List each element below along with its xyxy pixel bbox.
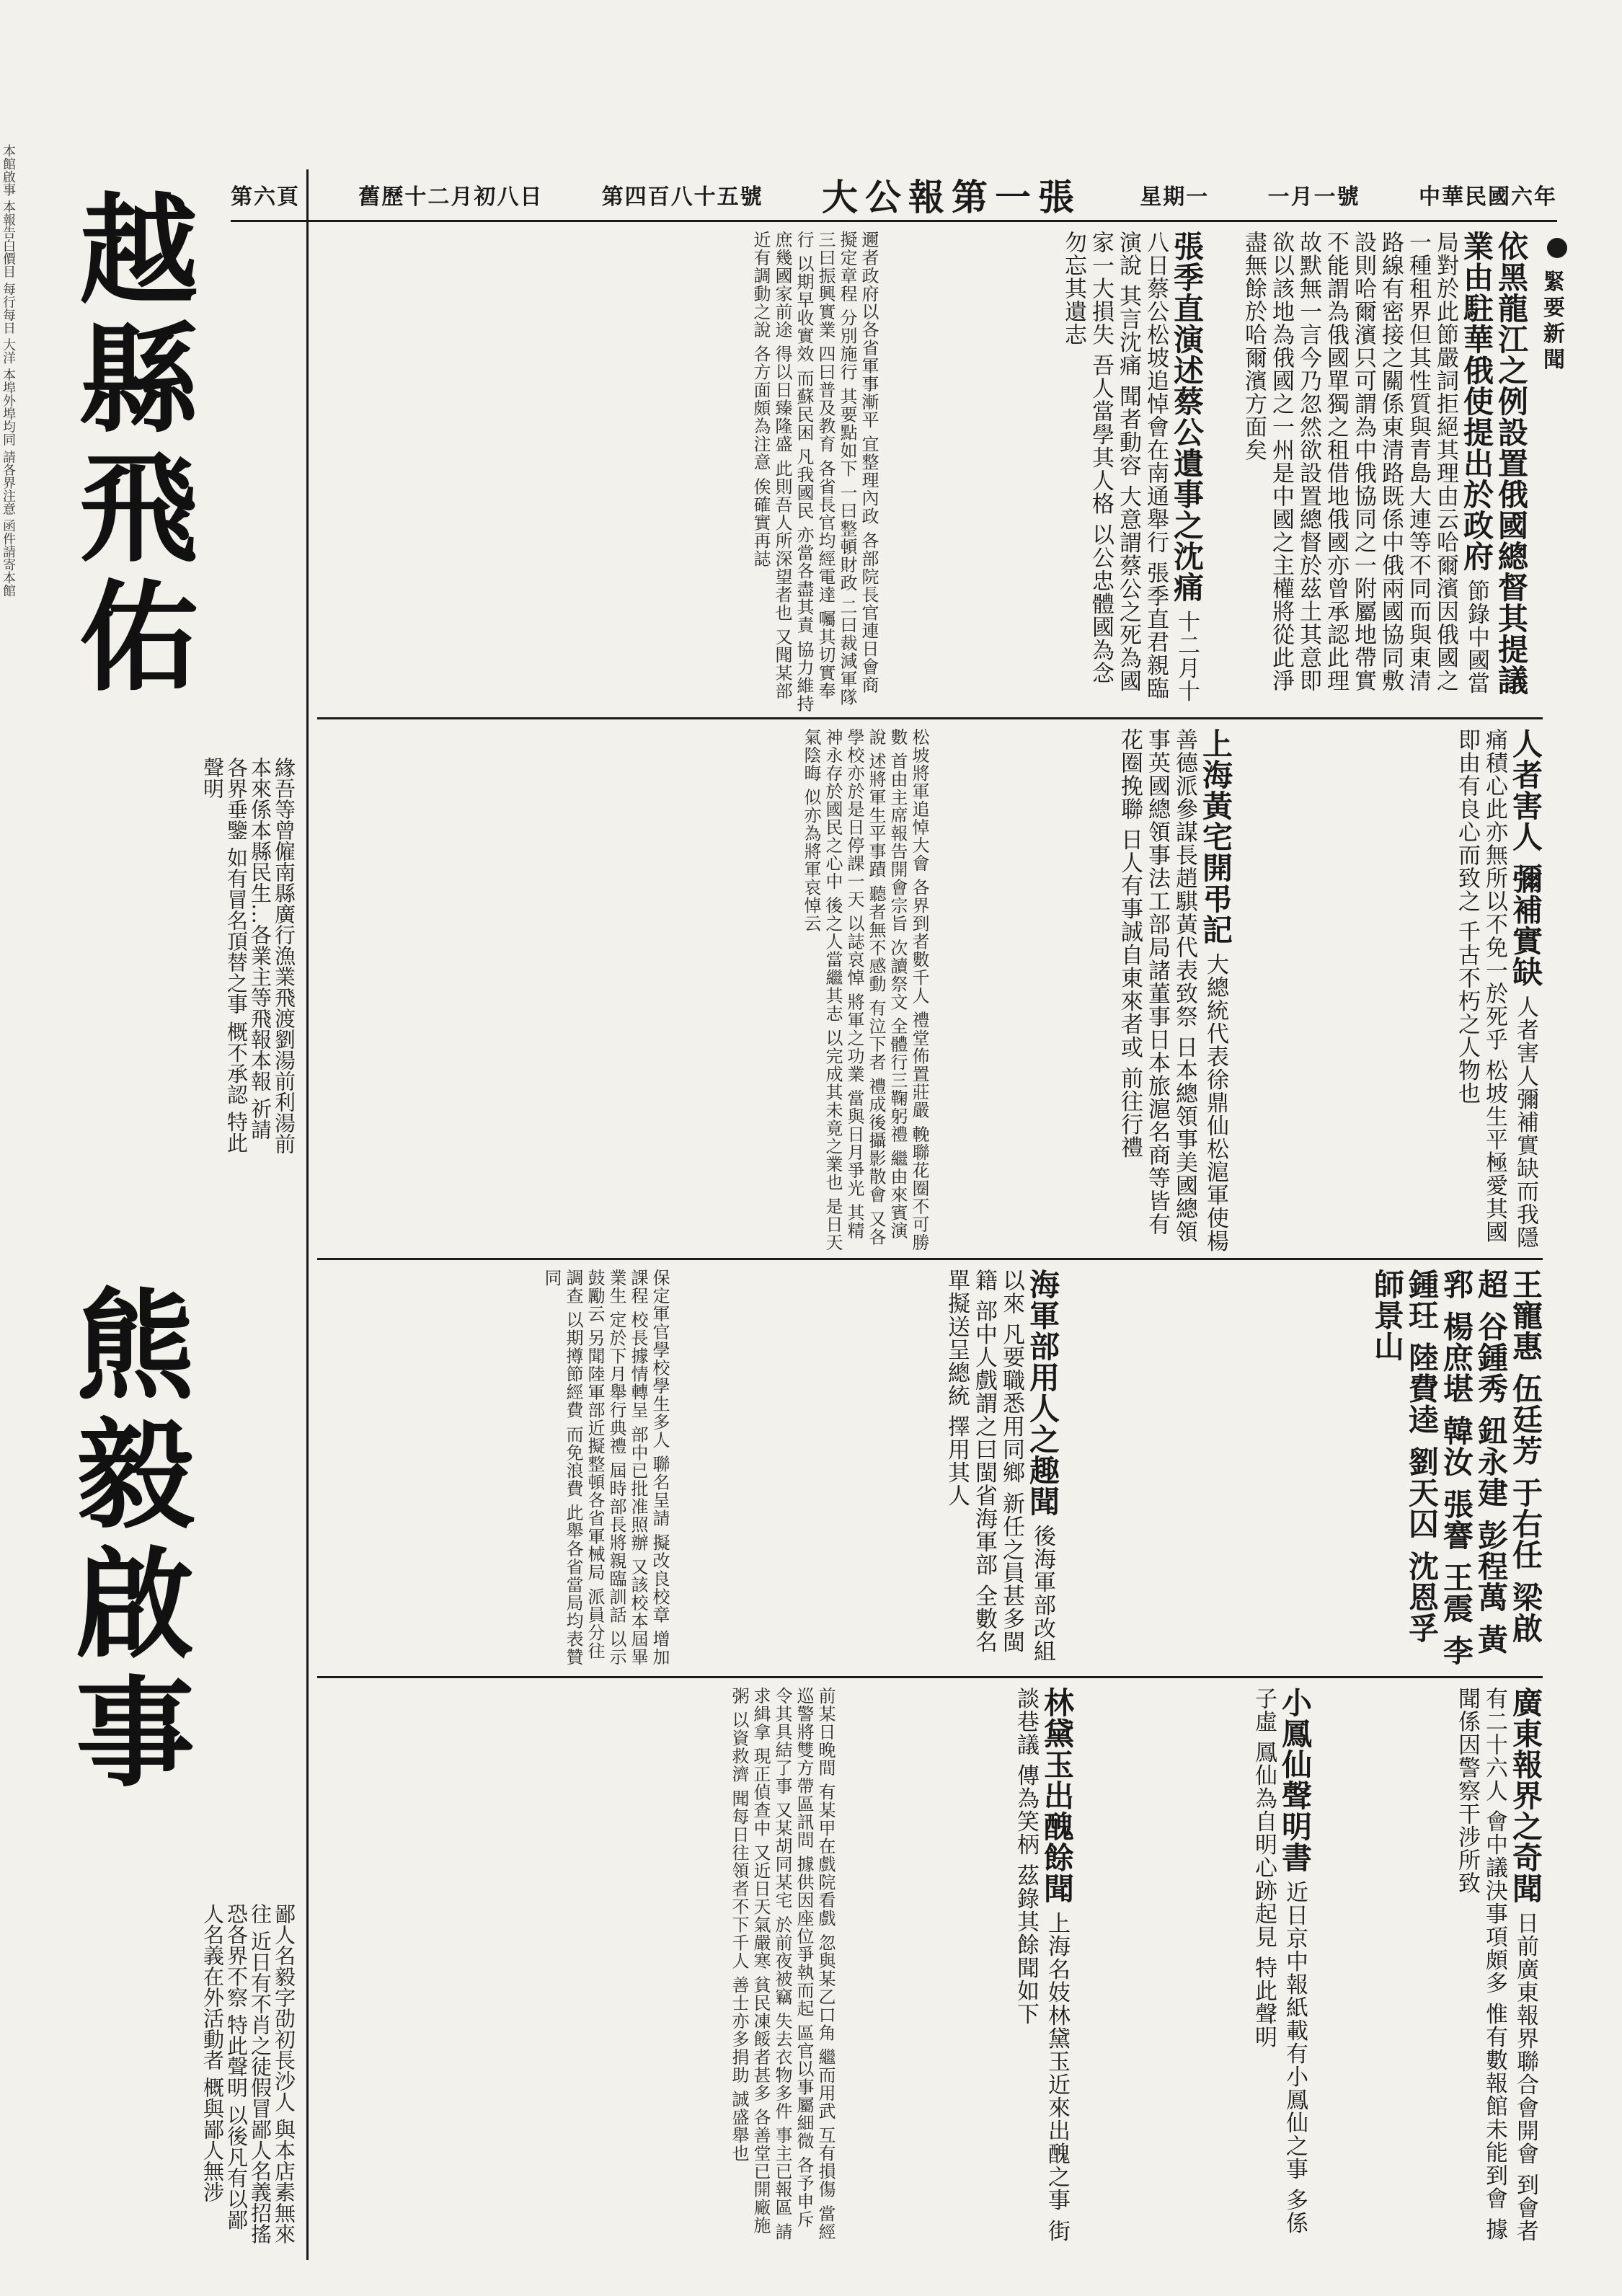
ad-body-yue: 緣吾等曾僱南縣廣行漁業飛渡劉湯前利湯前本來係本縣民生…各業主等飛報本報 祈請各界垂鑒 如有冒名頂替之事 概不承認 特此聲明 [200,757,296,1154]
divider [317,1676,1543,1678]
bullet-icon [1547,238,1567,258]
story-2-body: 十二月十八日蔡公松坡追悼會在南通舉行 張季直君親臨演說 其言沈痛 聞者動容 大意謂蔡公之死為國家一大損失 吾人當學其人格 以公忠體國為念 勿忘其遺志 [1060,231,1200,703]
story-6 [1319,1687,1543,2249]
date-month: 一月一號 [1267,185,1360,210]
date-year: 中華民國六年 [1418,185,1557,210]
weekday: 星期一 [1140,185,1210,210]
story-1-body: 節錄中國當局對於此節嚴詞拒絕其理由云哈爾濱因俄國之一種租界但其性質與青島大連等不同而與東清路線有密接之關係東清路既係中俄兩國協同敷設則哈爾濱只可謂為中俄協同之一附屬地帶實不能謂為俄國單獨之租借地俄國亦曾承認此理故默無一言今乃忽然欲設置總督於茲土其意即欲以該地為俄國之一州是中國之主權將從此淨盡無餘於哈爾濱方面矣 [1241,231,1489,695]
column-text-lower-left: 保定軍官學校學生多人 聯名呈請 擬改良校章 增加課程 校長據情轉呈 部中已批准照辦 又該校本屆畢業生 定於下月舉行典禮 屆時部長將親臨訓話 以示鼓勵云 另聞陸軍部近擬整頓各省軍械局 派員分往調查 以期撙節經費 而免浪費 此舉各省當局均表贊同 [541,1269,670,1666]
page-number: 第六頁 [231,185,300,210]
story-8-body: 上海名妓林黛玉近來出醜之事 街談巷議 傳為笑柄 茲錄其餘聞如下 [1013,1687,1070,2243]
edge-strip: 本館啟事 本報告白價目 每行每日 大洋 本埠外埠均同 請各界注意 函件請寄本館 [1,144,16,598]
story-4-title: 海軍部用人之趣聞 [1025,1269,1060,1517]
story-7-body: 近日京中報紙載有小鳳仙之事 多係子虛 鳳仙為自明心跡起見 特此聲明 [1251,1687,1308,2235]
signatures-block [1067,1269,1543,1672]
issue-number: 第四百八十五號 [601,185,763,210]
story-4-body: 後海軍部改組以來 凡要職悉用同鄉 新任之員甚多閩籍 部中人戲謂之曰閩省海軍部 全數名單擬送呈總統 擇用其人 [944,1269,1055,1663]
divider [306,169,309,2260]
section-label: 緊要新聞 [1535,238,1567,373]
story-7-title: 小鳳仙聲明書 [1277,1687,1313,1873]
signatures-list: 王寵惠 伍廷芳 于右任 梁啟超 谷鍾秀 鈕永建 彭程萬 黃郛 楊庶堪 韓汝 張謇 王震 李鍾玨 陸費逵 劉天囚 沈恩孚 師景山 [1370,1269,1543,1667]
ad-title-xiong: 熊毅啟事 [56,1283,196,1799]
story-8 [843,1687,1074,2249]
story-8-title: 林黛玉出醜餘聞 [1040,1687,1075,1904]
ad-title-yue: 越縣飛佑 [60,187,200,704]
masthead [231,169,1557,222]
story-1-title: 依黑龍江之例設置俄國總督其提議業由駐華俄使提出於政府 [1459,231,1529,696]
story-2 [887,231,1204,714]
story-3-title: 上海黃宅開弔記 [1198,728,1233,945]
story-2-title: 張季直演述蔡公遺事之沈痛 [1169,231,1205,603]
story-6-body: 日前廣東報界聯合會開會 到會者有二十六人 會中議決事項頗多 惟有數報館未能到會 據聞係因警察干涉所致 [1454,1687,1538,2243]
story-7 [1081,1687,1312,2249]
story-1 [1211,231,1528,714]
ad-body-xiong: 鄙人名毅字劭初長沙人 與本店素無來往 近日有不肖之徒假冒鄙人名義招搖 恐各界不察 特此聲明 以後凡有以鄙人名義在外活動者 概與鄙人無涉 [200,1903,296,2245]
newspaper-title: 大公報第一張 [821,176,1081,218]
divider [317,717,1543,719]
story-5-title: 人者害人 彌補實缺 [1508,728,1543,988]
column-text-mid-left: 松坡將軍追悼大會 各界到者數千人 禮堂佈置莊嚴 輓聯花圈不可勝數 首由主席報告開會宗旨 次讀祭文 全體行三鞠躬禮 繼由來賓演說 述將軍生平事蹟 聽者無不感動 有泣下者 禮成後攝影散會 又各學校亦於是日停課一天 以誌哀悼 將軍之功業 當與日月爭光 其精神永存於國民之心中 後之人當繼其志 以完成其未竟之業也 是日天氣陰晦 似亦為將軍哀悼云 [801,728,929,1251]
story-6-title: 廣東報界之奇聞 [1508,1687,1543,1904]
story-4 [678,1269,1060,1672]
story-5-body: 人者害人彌補實缺而我隱痛積心此亦無所以不免一於死乎 松坡生平極愛其國即由有良心而致之 千古不朽之人物也 [1454,728,1538,1249]
lunar-date: 舊歷十二月初八日 [358,185,544,210]
column-text-bottom-left: 前某日晚間 有某甲在戲院看戲 忽與某乙口角 繼而用武 互有損傷 當經巡警將雙方帶區訊問 據供因座位爭執而起 區官以事屬細微 各予申斥 令其具結了事 又某胡同某宅 於前夜被竊 失去衣物多件 事主已報區 請求緝拿 現正偵查中 又近日天氣嚴寒 貧民凍餒者甚多 各善堂已開廠施粥 以資救濟 聞每日往領者不下千人 善士亦多捐助 誠盛舉也 [729,1687,836,2241]
story-3-body: 大總統代表徐鼎仙松滬軍使楊善德派參謀長趙騏黃代表致祭 日本總領事美國總領事英國總領事法工部局諸董事日本旅滬名商等皆有花圈挽聯 日人有事誠自東來者或 前往行禮 [1117,728,1228,1253]
column-text-top-left: 邇者政府以各省軍事漸平 宜整理內政 各部院長官連日會商 擬定章程 分別施行 其要點如下 一曰整頓財政 二曰裁減軍隊 三曰振興實業 四曰普及教育 各省長官均經電達 囑其切實奉行 以期早收實效 而蘇民困 凡我國民 亦當各盡其責 協力維持 庶幾國家前途 得以日臻隆盛 此則吾人所深望者也 又聞某部近有調動之說 各方面頗為注意 俟確實再誌 [750,231,879,713]
story-3 [937,728,1233,1254]
divider [317,1258,1543,1260]
story-5 [1240,728,1543,1254]
